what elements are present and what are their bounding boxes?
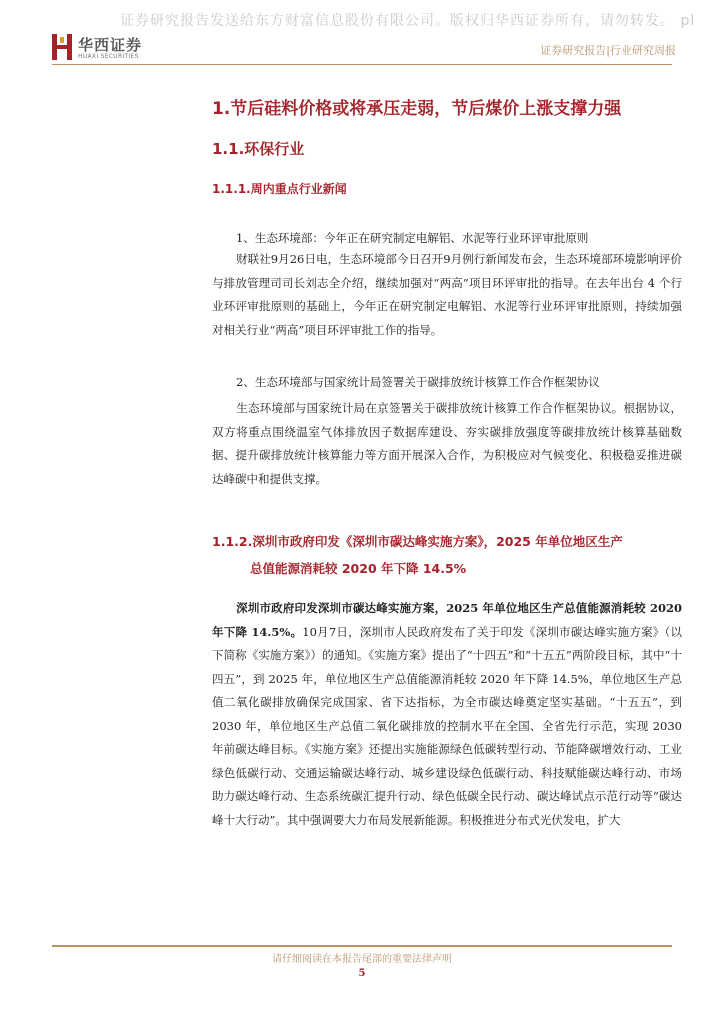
news-item-2-text: 生态环境部与国家统计局在京签署关于碳排放统计核算工作合作框架协议。根据协议，双方将重点围绕温室气体排放因子数据库建设、夯实碳排放强度等碳排放统计核算基础数据、提升碳排放统计核算能力等方面开展深入合作，为积极应对气候变化、积极稳妥推进碳达峰碳中和提供支撑。 <box>212 401 682 486</box>
legal-notice: 请仔细阅读在本报告尾部的重要法律声明 <box>272 954 452 965</box>
section-heading-1: 1.节后硅料价格或将承压走弱，节后煤价上涨支撑力强 <box>212 99 622 119</box>
section-heading-1-1-2-line2: 总值能源消耗较 2020 年下降 14.5% <box>250 561 467 576</box>
section-heading-1-1-1: 1.1.1.周内重点行业新闻 <box>212 182 347 196</box>
news-item-1-body <box>212 248 682 342</box>
logo-english-name: HUAXI SECURITIES <box>78 53 139 60</box>
news-item-1-text: 财联社9月26日电，生态环境部今日召开9月例行新闻发布会，生态环境部环境影响评价与排放管理司司长刘志全介绍，继续加强对“两高”项目环评审批的指导。在去年出台 4 个行业环评审批原则的基础上，今年正在研究制定电解铝、水泥等行业环评审批原则，持续加强对相关行业“两高”项目环评审批工作的指导。 <box>212 252 682 337</box>
news-item-1-title: 1、生态环境部：今年正在研究制定电解铝、水泥等行业环评审批原则 <box>236 231 589 245</box>
page-number: 5 <box>358 968 366 979</box>
company-logo <box>52 34 182 64</box>
section-heading-1-1-2-line1: 1.1.2.深圳市政府印发《深圳市碳达峰实施方案》，2025 年单位地区生产 <box>212 534 623 549</box>
shenzhen-body-text: 10月7日，深圳市人民政府发布了关于印发《深圳市碳达峰实施方案》（以下简称《实施方案》）的通知。《实施方案》提出了“十四五”和“十五五”两阶段目标，其中“十四五”，到 2025 年，单位地区生产总值能源消耗较 2020 年下降 14.5%，单位地区生产总值二氧化碳排放确保完成国家、省下达指标，为全市碳达峰奠定坚实基础。“十五五”，到 2030 年，单位地区生产总值二氧化碳排放的控制水平在全国、全省先行示范，实现 2030 年前碳达峰目标。《实施方案》还提出实施能源绿色低碳转型行动、节能降碳增效行动、工业绿色低碳行动、交通运输碳达峰行动、城乡建设绿色低碳行动、科技赋能碳达峰行动、市场助力碳达峰行动、生态系统碳汇提升行动、绿色低碳全民行动、碳达峰试点示范行动等“碳达峰十大行动”。其中强调要大力布局发展新能源。积极推进分布式光伏发电，扩大 <box>212 624 682 827</box>
news-item-2-title: 2、生态环境部与国家统计局签署关于碳排放统计核算工作合作框架协议 <box>236 375 600 389</box>
section-heading-1-1: 1.1.环保行业 <box>212 140 305 158</box>
header-divider <box>52 64 672 65</box>
shenzhen-lead-text: 深圳市政府印发深圳市碳达峰实施方案，2025 年单位地区生产总值能源消耗较 2020 年下降 14.5%。 <box>212 601 682 639</box>
news-item-2-body <box>212 397 682 491</box>
watermark-text: 证券研究报告发送给东方财富信息股份有限公司。版权归华西证券所有，请勿转发。 pl <box>120 13 696 29</box>
logo-chinese-name: 华西证券 <box>78 36 143 54</box>
huaxi-logo-icon <box>52 34 72 60</box>
report-type-label: 证券研究报告|行业研究周报 <box>540 44 676 57</box>
shenzhen-paragraph <box>212 597 682 832</box>
footer-divider <box>52 945 672 947</box>
section-heading-1-1-2 <box>212 528 682 582</box>
